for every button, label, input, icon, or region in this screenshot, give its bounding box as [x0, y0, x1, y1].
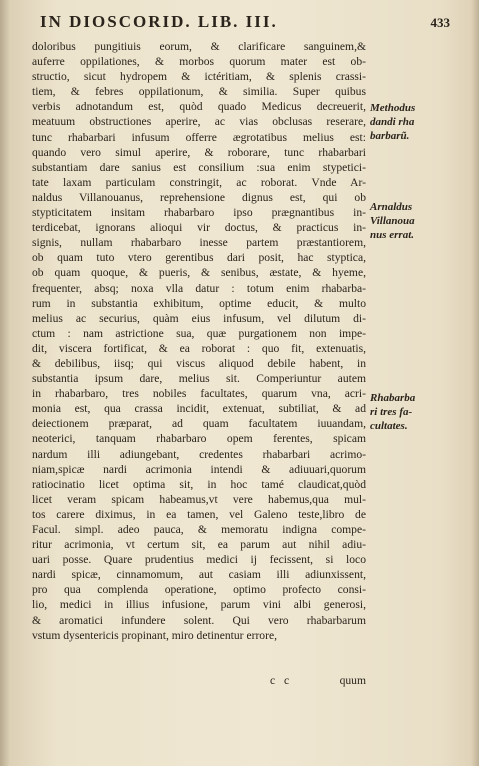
text-line: vstum dysentericis propinant, miro detinentur errore, — [32, 628, 278, 642]
text-line: auferre oppilationes, & morbos quorum mater est ob- — [32, 55, 366, 69]
text-line: stypticitatem insitam rhabarbaro ipso prægnantibus in- — [32, 206, 366, 220]
text-line: Facul. simpl. adeo pauca, & memoratu indigna compe- — [32, 523, 366, 536]
text-line: deiectionem præparat, ad quam facultatem iuuandam, — [32, 417, 366, 431]
text-line: melius ac securius, quàm eius infusum, vel dilutum di- — [32, 311, 366, 325]
text-line: tunc rhabarbari infusum offerre ægrotatibus melius est: — [32, 130, 366, 144]
margin-note-line: barbarũ. — [370, 130, 410, 142]
text-line: doloribus pungitiuis eorum, & clarificare sanguinem,& — [32, 40, 366, 53]
page-edge-shadow — [471, 0, 479, 766]
text-line: neoterici, tanquam rhabarbaro opem ferentes, spicam — [32, 432, 366, 446]
text-line: ratiocinatio licet optima sit, in hoc tamé claudicat,quòd — [32, 477, 366, 491]
margin-note-line: Villanoua — [370, 215, 415, 227]
catchword: quum — [339, 674, 366, 687]
margin-note-line: nus errat. — [370, 229, 415, 241]
text-line: ctum : nam astrictione sua, quæ purgationem non impe- — [32, 326, 366, 340]
gutter-shadow — [0, 0, 10, 766]
text-line: meatuum obstructiones aperire, ac vias obclusas reserare, — [32, 115, 366, 129]
text-line: nardum illi adiungebant, credentes rhabarbari acrimo- — [32, 447, 366, 461]
margin-note-arnaldus — [370, 200, 470, 242]
text-line: uari posse. Quare prudentius medici ij fecissent, si loco — [32, 553, 366, 567]
text-line: naldus Villanouanus, reprehensione dignus est, qui ob — [32, 190, 366, 204]
page-footer — [32, 674, 366, 690]
text-line: structio, sicut hydropem & ictéritiam, & splenis crassi- — [32, 70, 366, 84]
text-line: signis, nullam rhabarbaro inesse partem præstantiorem, — [32, 236, 366, 250]
page-number: 433 — [430, 15, 450, 30]
signature-mark: c c — [270, 674, 293, 687]
margin-note-line: Rhabarba — [370, 392, 416, 404]
margin-note-line: ri tres fa- — [370, 406, 413, 418]
text-line: niam,spicæ nardi acrimonia intendi & adiuuari,quorum — [32, 462, 366, 476]
margin-note-line: Methodus — [370, 102, 416, 114]
page-header — [40, 12, 450, 42]
text-line: & aromatici infundere solent. Qui vero rhabarbarum — [32, 613, 366, 627]
text-line: in rhabarbaro, tres nobiles facultates, quarum vna, acri- — [32, 387, 366, 401]
margin-note-line: cultates. — [370, 420, 408, 432]
margin-note-methodus — [370, 101, 470, 143]
text-line: substantia ipsum dare, melius sit. Comperiuntur autem — [32, 372, 366, 386]
text-line: tate laxam particulam constringit, ac roborat. Vnde Ar- — [32, 175, 366, 189]
text-line: ob quam quoque, & pueris, & senibus, æstate, & hyeme, — [32, 266, 366, 280]
main-text-block — [32, 39, 366, 643]
text-line: tos carere diximus, in ea tamen, vel Galeno teste,libro de — [32, 507, 366, 521]
text-line: nardi spicæ, cinnamomum, aut casiam illi adiunxissent, — [32, 568, 366, 582]
text-line: quando vero simul aperire, & roborare, tunc rhabarbari — [32, 145, 366, 159]
text-line: ritur acrimonia, vt certum sit, ea parum aut nihil adiu- — [32, 538, 366, 552]
text-line: frequenter, absq; noxa vlla datur : totum enim rhabarba- — [32, 281, 366, 295]
text-line: terdicebat, ignorans alioqui vir doctus, & practicus in- — [32, 221, 366, 235]
text-line: licet veram spicam habeamus,vt vere habemus,qua mul- — [32, 492, 366, 506]
text-line: pro qua complenda operatione, optimo profecto consi- — [32, 583, 366, 597]
text-line: substantiam dare sanius est consilium :sua enim stypetici- — [32, 160, 366, 174]
text-line: lio, medici in illius infusione, parum vini albi generosi, — [32, 598, 366, 612]
margin-note-line: dandi rha — [370, 116, 415, 128]
margin-note-line: Arnaldus — [370, 201, 413, 213]
text-line: & debilibus, iisq; qui viscus aliquod debile habent, in — [32, 356, 366, 370]
text-line: tiem, & febres oppilationum, & similia. Super quibus — [32, 85, 366, 99]
text-line: verbis adnotandum est, quòd quado Medicus decreuerit, — [32, 100, 366, 114]
text-line: dit, viscera fortificat, & ea roborat : quo fit, extenuatis, — [32, 341, 366, 355]
running-title: IN DIOSCORID. LIB. III. — [40, 12, 278, 31]
text-line: ob quam tuto vtero gerentibus dari posit, hac styptica, — [32, 251, 366, 265]
text-line: monia est, qua crassa incidit, extenuat, subtiliat, & ad — [32, 402, 366, 416]
text-line: rum in substantia exhibitum, optime educit, & multo — [32, 296, 366, 310]
margin-note-rhabarbari — [370, 391, 470, 433]
